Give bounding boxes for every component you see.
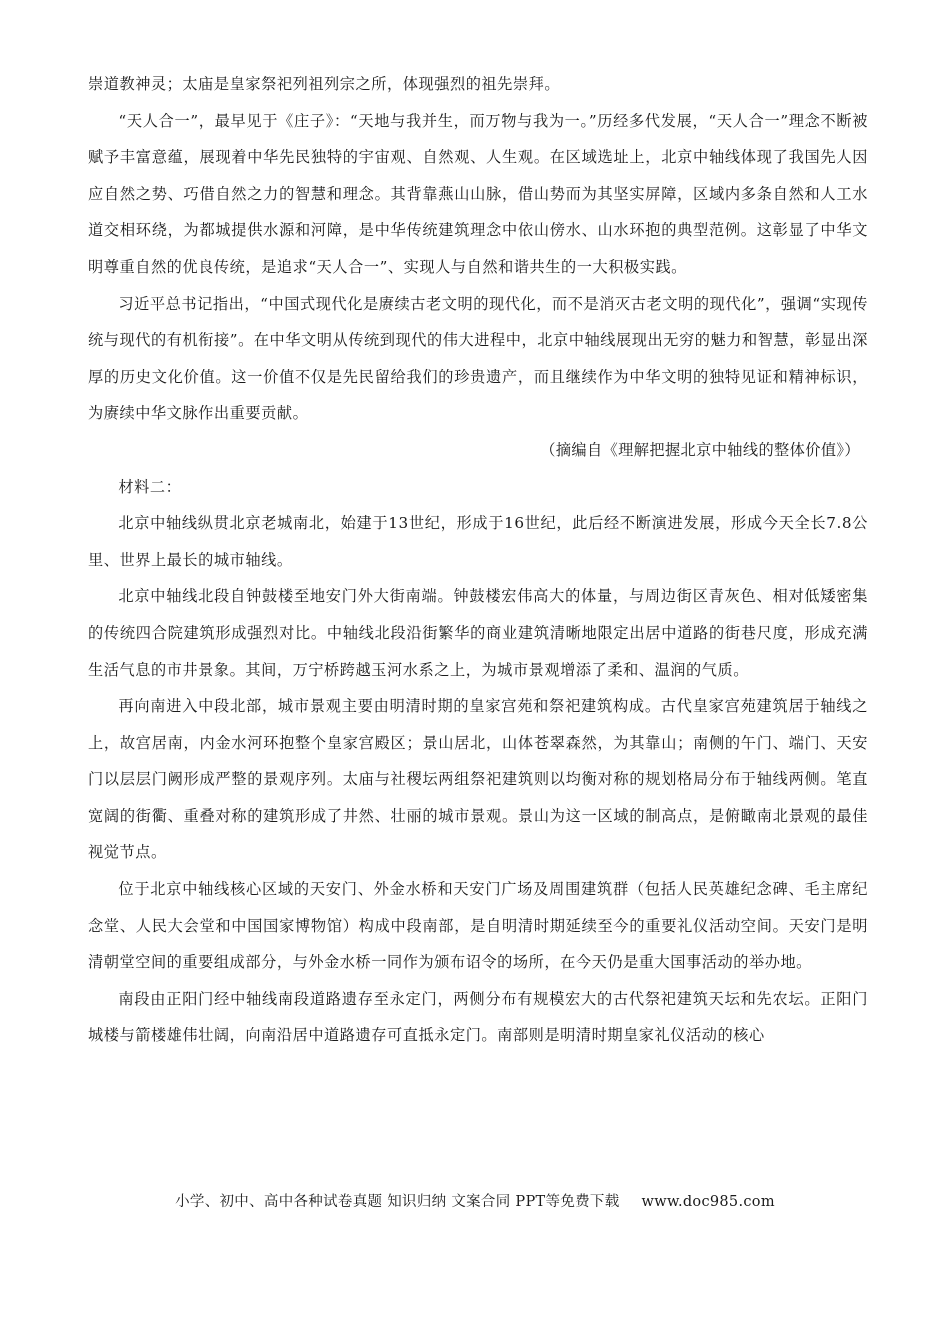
footer-text: 小学、初中、高中各种试卷真题 知识归纳 文案合同 PPT等免费下载: [175, 1194, 620, 1210]
material-two-heading: 材料二：: [118, 477, 182, 496]
page-footer: [0, 1190, 950, 1211]
footer-site-link[interactable]: www.doc985.com: [641, 1194, 775, 1210]
paragraph-axis-overview: 北京中轴线纵贯北京老城南北，始建于13世纪，形成于16世纪，此后经不断演进发展，形成今天全长7.8公里、世界上最长的城市轴线。: [88, 514, 868, 569]
paragraph-north-section: 北京中轴线北段自钟鼓楼至地安门外大街南端。钟鼓楼宏伟高大的体量，与周边街区青灰色、相对低矮密集的传统四合院建筑形成强烈对比。中轴线北段沿街繁华的商业建筑清晰地限定出居中道路的街巷尺度，形成充满生活气息的市井景象。其间，万宁桥跨越玉河水系之上，为城市景观增添了柔和、温润的气质。: [88, 587, 868, 679]
paragraph-middle-north: 再向南进入中段北部，城市景观主要由明清时期的皇家宫苑和祭祀建筑构成。古代皇家宫苑建筑居于轴线之上，故宫居南，内金水河环抱整个皇家宫殿区；景山居北，山体苍翠森然，为其靠山；南侧的午门、端门、天安门以层层门阙形成严整的景观序列。太庙与社稷坛两组祭祀建筑则以均衡对称的规划格局分布于轴线两侧。笔直宽阔的街衢、重叠对称的建筑形成了井然、壮丽的城市景观。景山为这一区域的制高点，是俯瞰南北景观的最佳视觉节点。: [88, 697, 868, 862]
paragraph-modernization: 习近平总书记指出，“中国式现代化是赓续古老文明的现代化，而不是消灭古老文明的现代化”，强调“实现传统与现代的有机衔接”。在中华文明从传统到现代的伟大进程中，北京中轴线展现出无穷的魅力和智慧，彰显出深厚的历史文化价值。这一价值不仅是先民留给我们的珍贵遗产，而且继续作为中华文明的独特见证和精神标识，为赓续中华文脉作出重要贡献。: [88, 294, 868, 423]
paragraph-middle-south: 位于北京中轴线核心区域的天安门、外金水桥和天安门广场及周围建筑群（包括人民英雄纪念碑、毛主席纪念堂、人民大会堂和中国国家博物馆）构成中段南部，是自明清时期延续至今的重要礼仪活动空间。天安门是明清朝堂空间的重要组成部分，与外金水桥一同作为颁布诏令的场所，在今天仍是重大国事活动的举办地。: [88, 880, 868, 972]
paragraph-tianrenheyi: “天人合一”，最早见于《庄子》：“天地与我并生，而万物与我为一。”历经多代发展，“天人合一”理念不断被赋予丰富意蕴，展现着中华先民独特的宇宙观、自然观、人生观。在区域选址上，北京中轴线体现了我国先人因应自然之势、巧借自然之力的智慧和理念。其背靠燕山山脉，借山势而为其坚实屏障，区域内多条自然和人工水道交相环绕，为都城提供水源和河障，是中华传统建筑理念中依山傍水、山水环抱的典型范例。这彰显了中华文明尊重自然的优良传统，是追求“天人合一”、实现人与自然和谐共生的一大积极实践。: [88, 111, 868, 276]
document-body: [88, 66, 868, 1054]
paragraph-continuation: 崇道教神灵；太庙是皇家祭祀列祖列宗之所，体现强烈的祖先崇拜。: [88, 75, 561, 93]
source-citation: （摘编自《理解把握北京中轴线的整体价值》）: [540, 440, 860, 459]
paragraph-south-section: 南段由正阳门经中轴线南段道路遗存至永定门，两侧分布有规模宏大的古代祭祀建筑天坛和先农坛。正阳门城楼与箭楼雄伟壮阔，向南沿居中道路遗存可直抵永定门。南部则是明清时期皇家礼仪活动的核心: [88, 989, 868, 1045]
